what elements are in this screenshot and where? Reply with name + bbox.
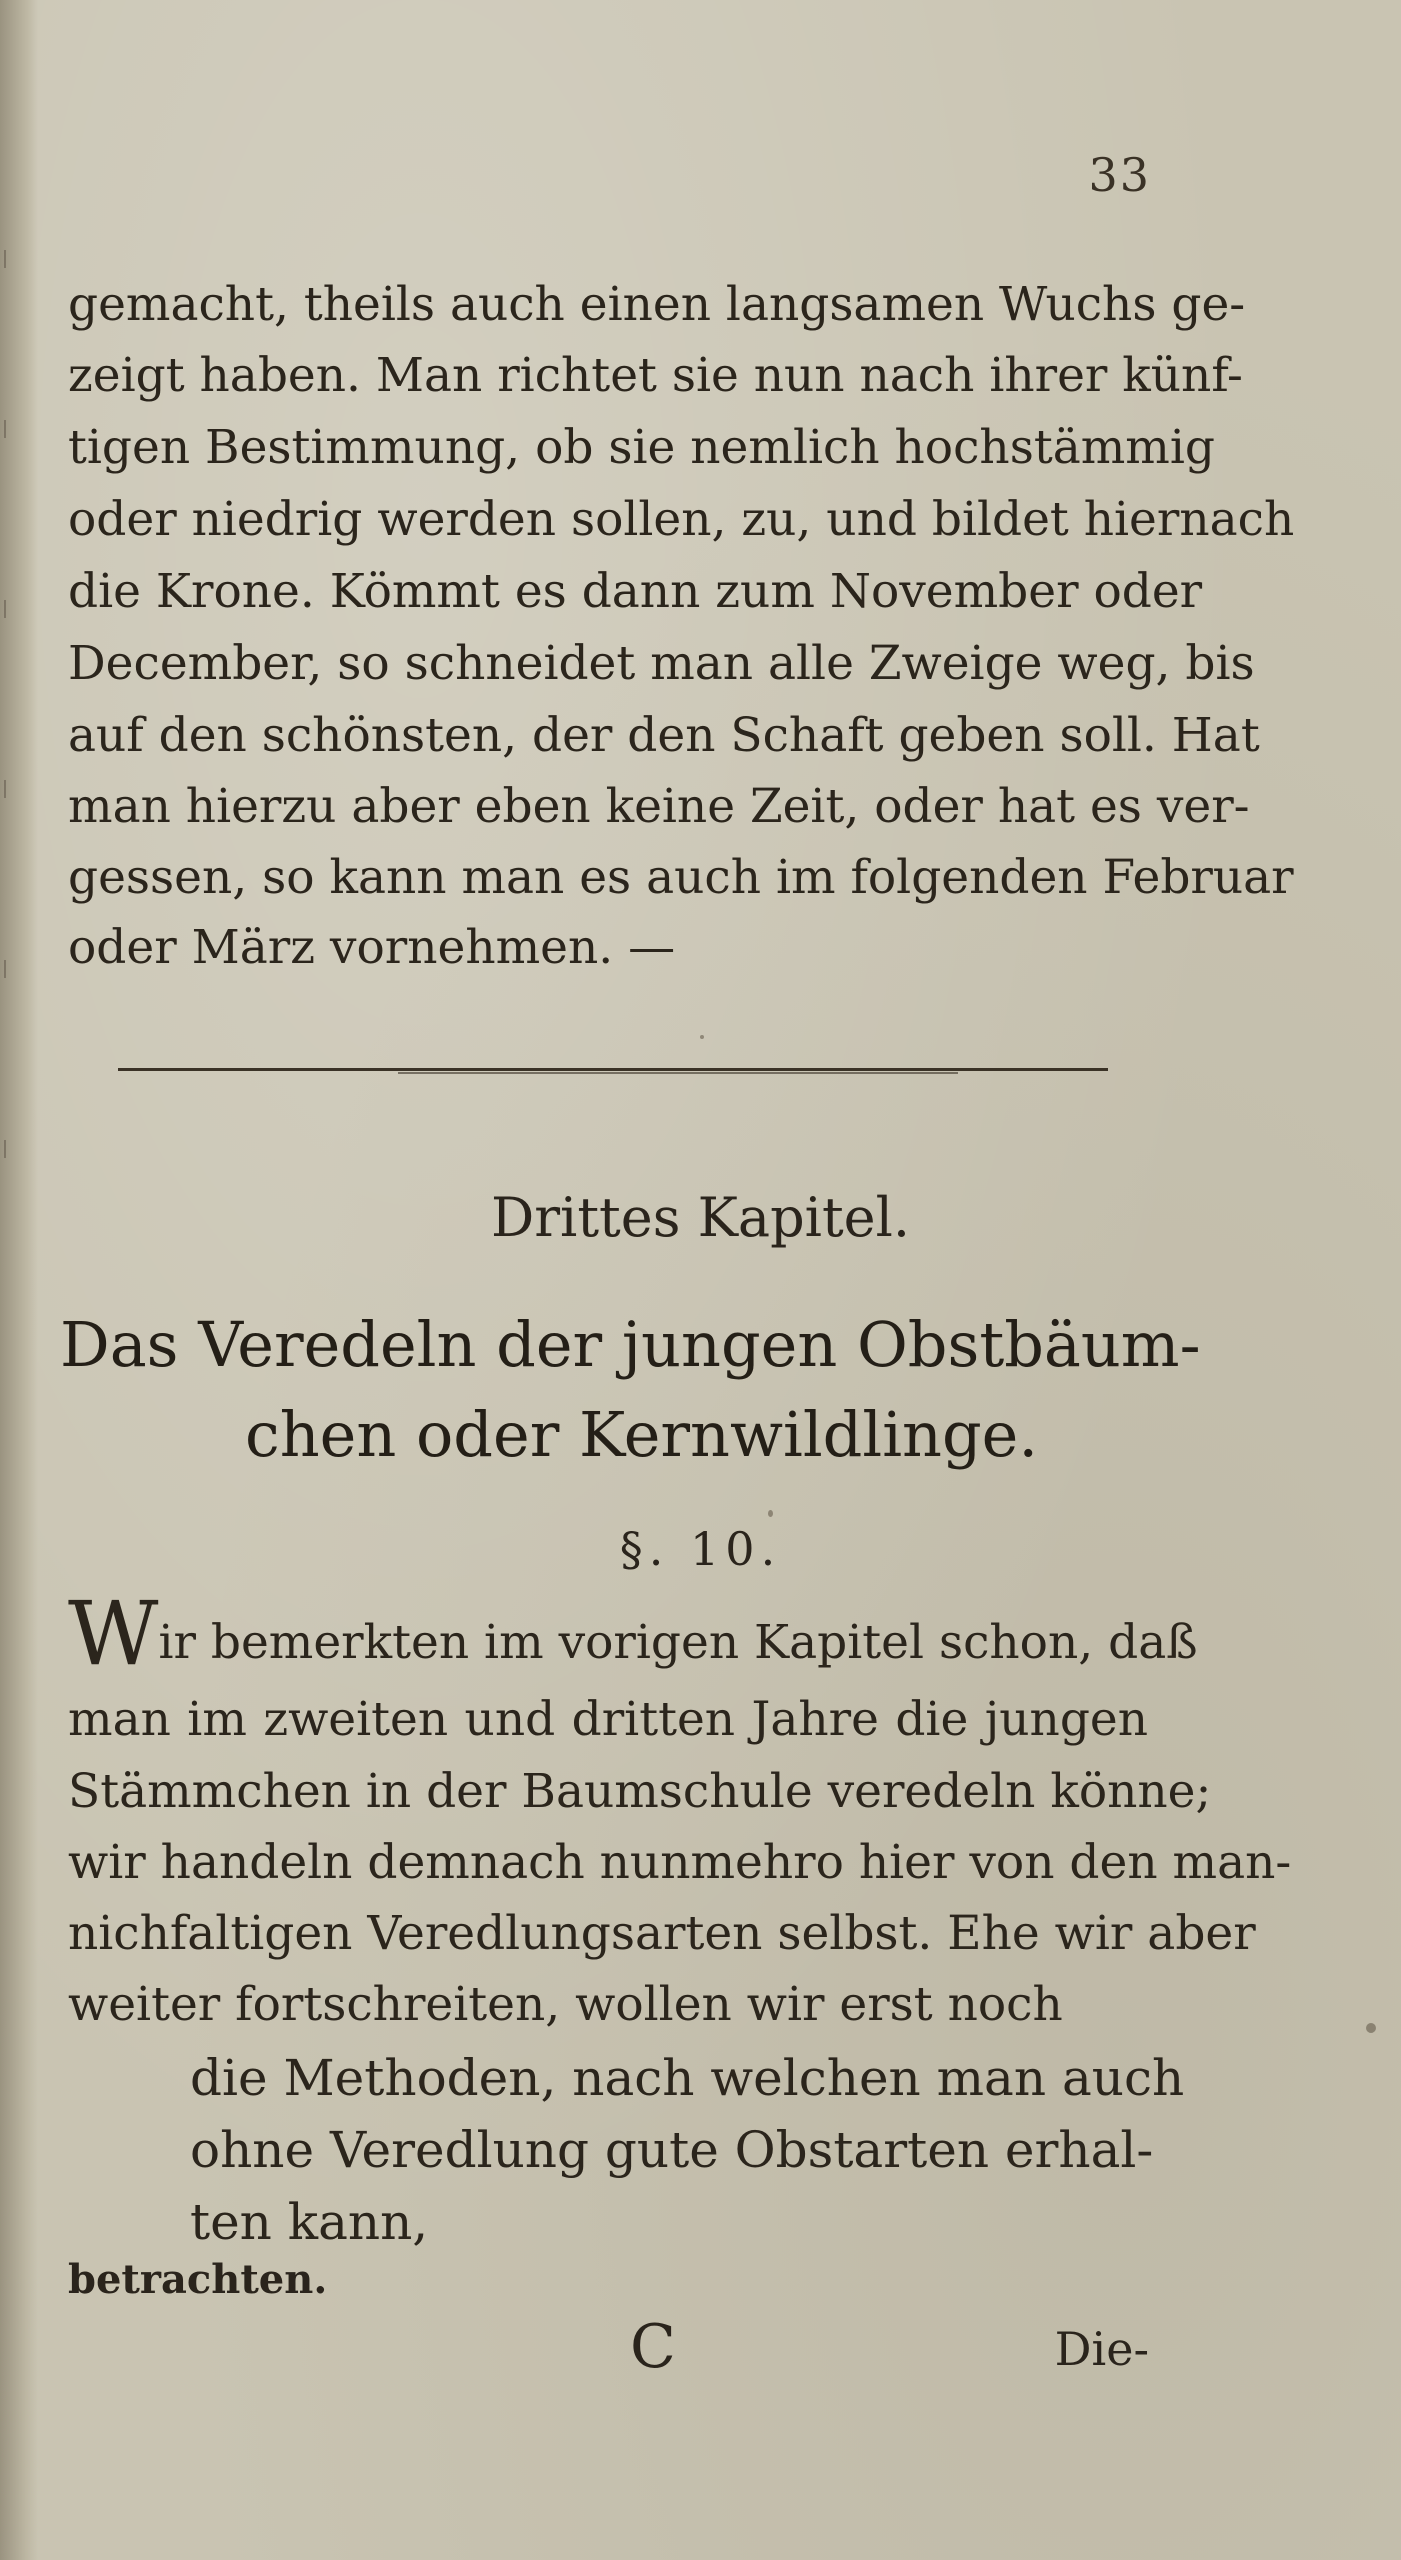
body-line: zeigt haben. Man richtet sie nun nach ihrer künf-: [68, 348, 1243, 403]
bleed-through-mark: [4, 1140, 28, 1158]
paper-blemish: [700, 1035, 704, 1039]
chapter-title-line: Das Veredeln der jungen Obstbäum-: [60, 1308, 1201, 1381]
section-first-line-rest: ir bemerkten im vorigen Kapitel schon, daß: [158, 1615, 1198, 1670]
bleed-through-mark: [4, 780, 28, 798]
section-line: man im zweiten und dritten Jahre die jungen: [68, 1692, 1148, 1747]
section-line: Stämmchen in der Baumschule veredeln könne;: [68, 1764, 1212, 1819]
body-line: gemacht, theils auch einen langsamen Wuchs ge-: [68, 277, 1246, 332]
section-mark: §. 10.: [619, 1522, 782, 1576]
catchword: Die-: [1054, 2322, 1149, 2376]
body-line: die Krone. Kömmt es dann zum November oder: [68, 564, 1203, 619]
closing-word: betrachten.: [68, 2256, 328, 2303]
indented-line-last: ten kann,: [190, 2193, 429, 2251]
section-line-last: weiter fortschreiten, wollen wir erst noch: [68, 1977, 1063, 2032]
body-line: tigen Bestimmung, ob sie nemlich hochstämmig: [68, 420, 1215, 475]
body-line: December, so schneidet man alle Zweige weg, bis: [68, 636, 1255, 691]
section-line: nichfaltigen Veredlungsarten selbst. Ehe wir aber: [68, 1906, 1256, 1961]
body-line: man hierzu aber eben keine Zeit, oder hat es ver-: [68, 779, 1250, 834]
body-line: oder niedrig werden sollen, zu, und bildet hiernach: [68, 492, 1295, 547]
signature-mark: C: [630, 2312, 676, 2382]
bleed-through-mark: [4, 600, 28, 618]
bleed-through-mark: [4, 960, 28, 978]
body-line-last: oder März vornehmen. —: [68, 920, 676, 975]
paper-blemish: [768, 1510, 773, 1517]
chapter-label: Drittes Kapitel.: [490, 1186, 911, 1249]
body-line: auf den schönsten, der den Schaft geben soll. Hat: [68, 708, 1260, 763]
section-first-line: [68, 1582, 1198, 1685]
binding-gutter: [0, 0, 38, 2560]
page-number: 33: [1088, 148, 1151, 202]
indented-line: ohne Veredlung gute Obstarten erhal-: [190, 2121, 1154, 2179]
body-line: gessen, so kann man es auch im folgenden Februar: [68, 850, 1294, 905]
indented-line: die Methoden, nach welchen man auch: [190, 2049, 1185, 2107]
bleed-through-mark: [4, 250, 28, 268]
section-line: wir handeln demnach nunmehro hier von den man-: [68, 1835, 1292, 1890]
bleed-through-mark: [4, 420, 28, 438]
chapter-divider-rule: [118, 1068, 1108, 1071]
drop-cap: W: [68, 1582, 159, 1685]
paper-blemish: [1366, 2023, 1376, 2033]
chapter-title-line: chen oder Kernwildlinge.: [245, 1398, 1039, 1471]
